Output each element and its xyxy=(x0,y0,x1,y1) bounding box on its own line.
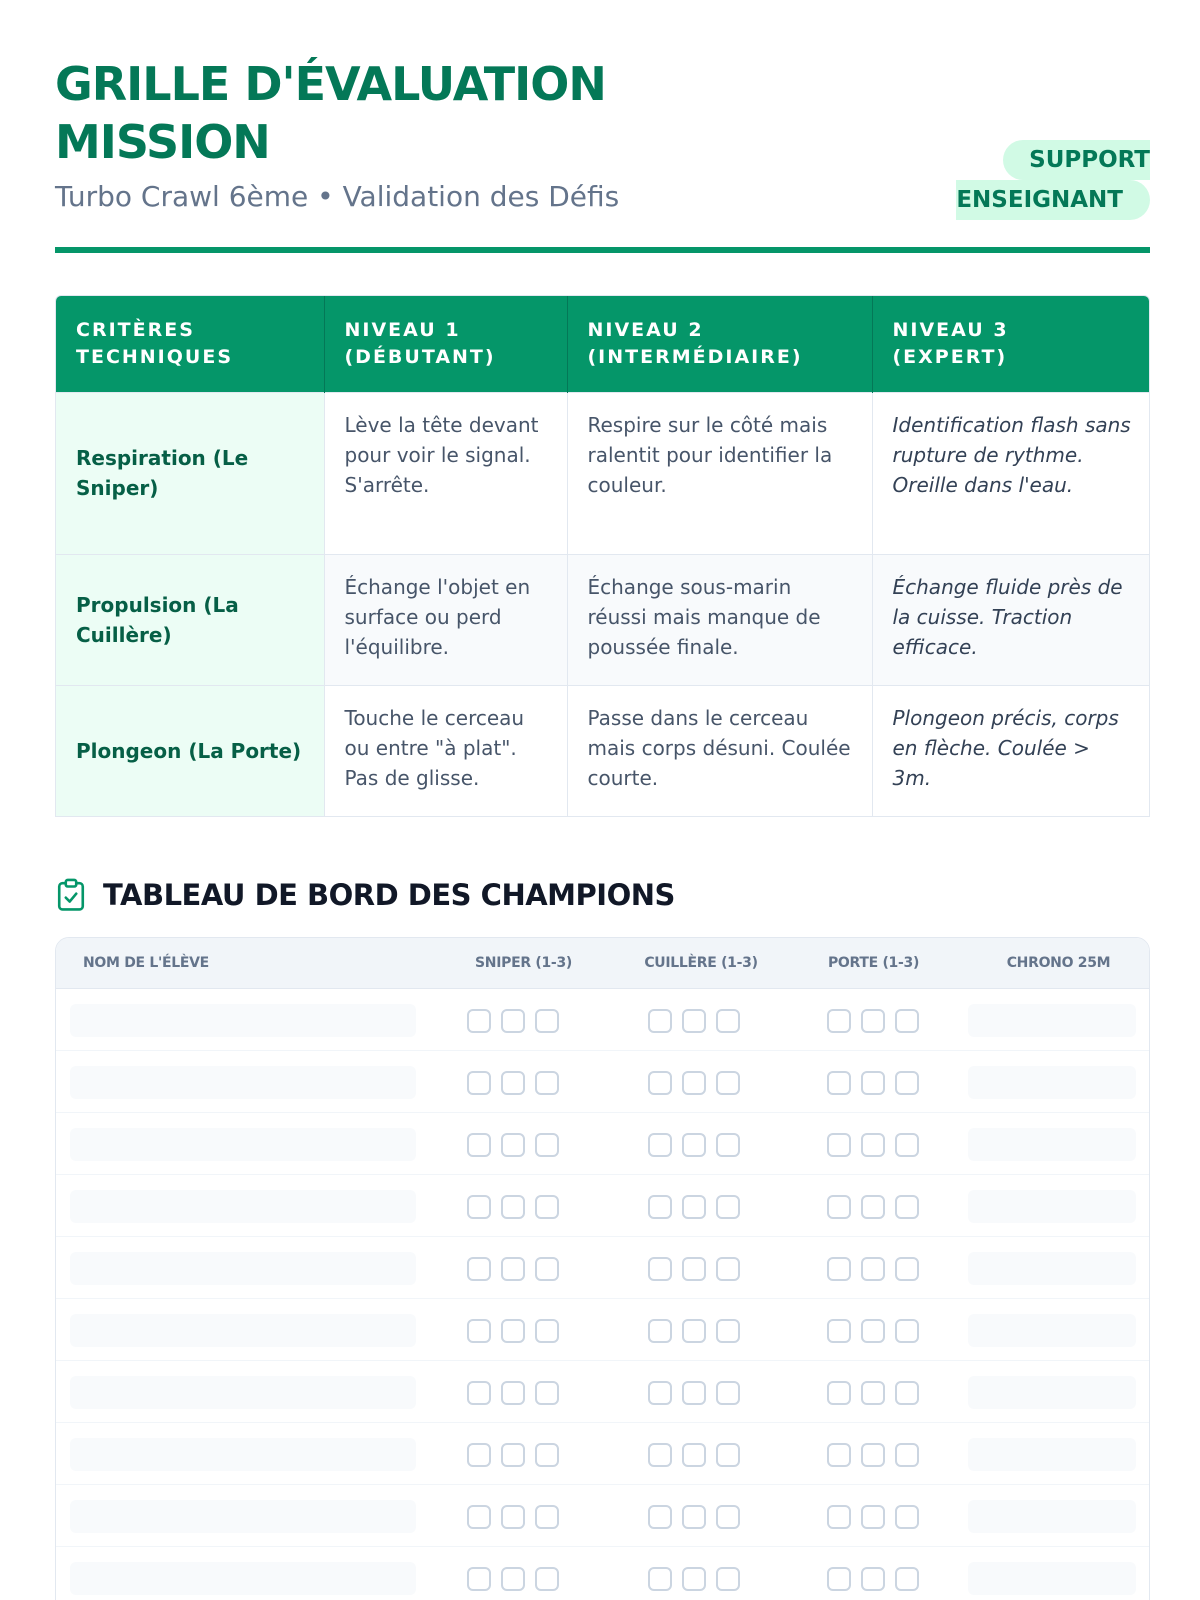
level-2-cell: Respire sur le côté mais ralentit pour identifier la couleur. xyxy=(567,392,872,554)
cuillere-score-checkbox-2[interactable] xyxy=(682,1133,706,1157)
table-row xyxy=(56,1051,1149,1113)
sniper-score-checkbox-1[interactable] xyxy=(467,1567,491,1591)
porte-score-group xyxy=(827,1505,919,1529)
porte-score-checkbox-3[interactable] xyxy=(895,1443,919,1467)
level-2-cell: Passe dans le cerceau mais corps désuni. Coulée courte. xyxy=(567,685,872,816)
porte-score-checkbox-1[interactable] xyxy=(827,1257,851,1281)
cuillere-score-checkbox-1[interactable] xyxy=(648,1257,672,1281)
student-name-field[interactable] xyxy=(70,1190,416,1223)
sniper-score-checkbox-2[interactable] xyxy=(501,1319,525,1343)
student-name-field[interactable] xyxy=(70,1438,416,1471)
page-header xyxy=(55,55,1150,255)
table-row xyxy=(56,1423,1149,1485)
table-row xyxy=(56,1237,1149,1299)
dashboard-rows xyxy=(56,989,1149,1600)
table-row xyxy=(56,1299,1149,1361)
sniper-score-checkbox-2[interactable] xyxy=(501,1381,525,1405)
cuillere-score-group xyxy=(648,1319,740,1343)
chrono-field[interactable] xyxy=(968,1562,1136,1595)
chrono-field[interactable] xyxy=(968,1066,1136,1099)
sniper-score-group xyxy=(467,1257,559,1281)
dashboard-header-row xyxy=(56,938,1149,989)
cuillere-score-checkbox-2[interactable] xyxy=(682,1505,706,1529)
sniper-score-group xyxy=(467,1505,559,1529)
porte-score-checkbox-2[interactable] xyxy=(861,1319,885,1343)
cuillere-score-checkbox-1[interactable] xyxy=(648,1071,672,1095)
porte-score-group xyxy=(827,1319,919,1343)
sniper-score-checkbox-3[interactable] xyxy=(535,1319,559,1343)
rubric-header-row xyxy=(56,296,1150,392)
cuillere-score-checkbox-2[interactable] xyxy=(682,1567,706,1591)
porte-score-group xyxy=(827,1009,919,1033)
cuillere-score-checkbox-1[interactable] xyxy=(648,1133,672,1157)
rubric-row xyxy=(56,392,1150,554)
table-row xyxy=(56,1113,1149,1175)
header-criteria: CRITÈRES TECHNIQUES xyxy=(56,296,324,392)
criterion-cell: Respiration (Le Sniper) xyxy=(56,392,324,554)
cuillere-score-group xyxy=(648,1195,740,1219)
sniper-score-group xyxy=(467,1381,559,1405)
sniper-score-checkbox-2[interactable] xyxy=(501,1443,525,1467)
porte-score-group xyxy=(827,1443,919,1467)
dashboard-title: TABLEAU DE BORD DES CHAMPIONS xyxy=(103,878,675,912)
student-name-field[interactable] xyxy=(70,1128,416,1161)
page-title: GRILLE D'ÉVALUATION MISSION xyxy=(55,57,606,169)
cuillere-score-checkbox-3[interactable] xyxy=(716,1257,740,1281)
rubric-row xyxy=(56,554,1150,685)
header-level-1: NIVEAU 1 (DÉBUTANT) xyxy=(324,296,567,392)
cuillere-score-checkbox-2[interactable] xyxy=(682,1071,706,1095)
header-divider xyxy=(55,247,1150,253)
cuillere-score-checkbox-2[interactable] xyxy=(682,1319,706,1343)
chrono-field[interactable] xyxy=(968,1376,1136,1409)
chrono-field[interactable] xyxy=(968,1252,1136,1285)
sniper-score-checkbox-3[interactable] xyxy=(535,1257,559,1281)
porte-score-group xyxy=(827,1133,919,1157)
cuillere-score-group xyxy=(648,1443,740,1467)
cuillere-score-group xyxy=(648,1381,740,1405)
page-subtitle: Turbo Crawl 6ème • Validation des Défis xyxy=(55,180,620,213)
chrono-field[interactable] xyxy=(968,1438,1136,1471)
sniper-score-checkbox-1[interactable] xyxy=(467,1381,491,1405)
sniper-score-checkbox-2[interactable] xyxy=(501,1071,525,1095)
rubric-row xyxy=(56,685,1150,816)
cuillere-score-checkbox-1[interactable] xyxy=(648,1195,672,1219)
porte-score-checkbox-2[interactable] xyxy=(861,1505,885,1529)
col-sniper: SNIPER (1-3) xyxy=(475,955,572,971)
table-row xyxy=(56,1485,1149,1547)
cuillere-score-group xyxy=(648,1071,740,1095)
sniper-score-checkbox-1[interactable] xyxy=(467,1071,491,1095)
porte-score-checkbox-3[interactable] xyxy=(895,1381,919,1405)
porte-score-checkbox-1[interactable] xyxy=(827,1133,851,1157)
col-porte: PORTE (1-3) xyxy=(827,955,920,971)
level-1-cell: Échange l'objet en surface ou perd l'équilibre. xyxy=(324,554,567,685)
sniper-score-checkbox-1[interactable] xyxy=(467,1443,491,1467)
cuillere-score-checkbox-3[interactable] xyxy=(716,1443,740,1467)
badge-line-2: ENSEIGNANT xyxy=(956,180,1150,220)
student-name-field[interactable] xyxy=(70,1376,416,1409)
level-3-cell: Échange fluide près de la cuisse. Traction efficace. xyxy=(872,554,1150,685)
cuillere-score-group xyxy=(648,1133,740,1157)
porte-score-checkbox-2[interactable] xyxy=(861,1381,885,1405)
cuillere-score-checkbox-1[interactable] xyxy=(648,1009,672,1033)
table-row xyxy=(56,1175,1149,1237)
cuillere-score-checkbox-3[interactable] xyxy=(716,1505,740,1529)
sniper-score-group xyxy=(467,1195,559,1219)
cuillere-score-group xyxy=(648,1567,740,1591)
rubric-table xyxy=(55,295,1150,817)
porte-score-checkbox-1[interactable] xyxy=(827,1319,851,1343)
sniper-score-checkbox-2[interactable] xyxy=(501,1257,525,1281)
level-3-cell: Identification flash sans rupture de rythme. Oreille dans l'eau. xyxy=(872,392,1150,554)
header-level-3: NIVEAU 3 (EXPERT) xyxy=(872,296,1150,392)
sniper-score-checkbox-2[interactable] xyxy=(501,1505,525,1529)
sniper-score-group xyxy=(467,1009,559,1033)
student-name-field[interactable] xyxy=(70,1066,416,1099)
chrono-field[interactable] xyxy=(968,1004,1136,1037)
sniper-score-checkbox-2[interactable] xyxy=(501,1133,525,1157)
cuillere-score-checkbox-3[interactable] xyxy=(716,1195,740,1219)
porte-score-checkbox-2[interactable] xyxy=(861,1443,885,1467)
porte-score-checkbox-2[interactable] xyxy=(861,1009,885,1033)
cuillere-score-group xyxy=(648,1257,740,1281)
porte-score-checkbox-3[interactable] xyxy=(895,1505,919,1529)
porte-score-checkbox-1[interactable] xyxy=(827,1567,851,1591)
sniper-score-checkbox-3[interactable] xyxy=(535,1133,559,1157)
sniper-score-checkbox-1[interactable] xyxy=(467,1009,491,1033)
porte-score-checkbox-1[interactable] xyxy=(827,1071,851,1095)
sniper-score-checkbox-2[interactable] xyxy=(501,1567,525,1591)
level-2-cell: Échange sous-marin réussi mais manque de poussée finale. xyxy=(567,554,872,685)
sniper-score-checkbox-3[interactable] xyxy=(535,1195,559,1219)
student-name-field[interactable] xyxy=(70,1252,416,1285)
sniper-score-checkbox-1[interactable] xyxy=(467,1133,491,1157)
level-3-cell: Plongeon précis, corps en flèche. Coulée > 3m. xyxy=(872,685,1150,816)
level-1-cell: Lève la tête devant pour voir le signal. S'arrête. xyxy=(324,392,567,554)
cuillere-score-checkbox-2[interactable] xyxy=(682,1443,706,1467)
porte-score-checkbox-2[interactable] xyxy=(861,1195,885,1219)
sniper-score-group xyxy=(467,1443,559,1467)
sniper-score-checkbox-2[interactable] xyxy=(501,1195,525,1219)
chrono-field[interactable] xyxy=(968,1190,1136,1223)
cuillere-score-checkbox-1[interactable] xyxy=(648,1443,672,1467)
cuillere-score-checkbox-3[interactable] xyxy=(716,1381,740,1405)
sniper-score-checkbox-2[interactable] xyxy=(501,1009,525,1033)
student-name-field[interactable] xyxy=(70,1562,416,1595)
porte-score-checkbox-3[interactable] xyxy=(895,1319,919,1343)
porte-score-group xyxy=(827,1567,919,1591)
cuillere-score-checkbox-1[interactable] xyxy=(648,1381,672,1405)
col-cuillere: CUILLÈRE (1-3) xyxy=(644,955,758,971)
cuillere-score-checkbox-1[interactable] xyxy=(648,1319,672,1343)
sniper-score-checkbox-3[interactable] xyxy=(535,1505,559,1529)
clipboard-check-icon xyxy=(55,878,87,912)
chrono-field[interactable] xyxy=(968,1500,1136,1533)
sniper-score-group xyxy=(467,1567,559,1591)
cuillere-score-checkbox-3[interactable] xyxy=(716,1319,740,1343)
sniper-score-checkbox-1[interactable] xyxy=(467,1257,491,1281)
cuillere-score-checkbox-2[interactable] xyxy=(682,1009,706,1033)
cuillere-score-checkbox-2[interactable] xyxy=(682,1257,706,1281)
sniper-score-group xyxy=(467,1133,559,1157)
sniper-score-checkbox-1[interactable] xyxy=(467,1505,491,1529)
cuillere-score-checkbox-1[interactable] xyxy=(648,1505,672,1529)
sniper-score-checkbox-3[interactable] xyxy=(535,1009,559,1033)
porte-score-checkbox-1[interactable] xyxy=(827,1009,851,1033)
col-chrono: CHRONO 25M xyxy=(1006,955,1111,971)
porte-score-checkbox-1[interactable] xyxy=(827,1381,851,1405)
champions-dashboard xyxy=(55,937,1150,1600)
table-row xyxy=(56,1361,1149,1423)
criterion-cell: Propulsion (La Cuillère) xyxy=(56,554,324,685)
sniper-score-group xyxy=(467,1071,559,1095)
porte-score-checkbox-2[interactable] xyxy=(861,1567,885,1591)
dashboard-heading xyxy=(55,875,675,915)
porte-score-checkbox-3[interactable] xyxy=(895,1567,919,1591)
header-level-2: NIVEAU 2 (INTERMÉDIAIRE) xyxy=(567,296,872,392)
sniper-score-group xyxy=(467,1319,559,1343)
porte-score-checkbox-3[interactable] xyxy=(895,1257,919,1281)
porte-score-group xyxy=(827,1381,919,1405)
sniper-score-checkbox-3[interactable] xyxy=(535,1567,559,1591)
porte-score-checkbox-3[interactable] xyxy=(895,1009,919,1033)
porte-score-group xyxy=(827,1257,919,1281)
cuillere-score-checkbox-3[interactable] xyxy=(716,1567,740,1591)
cuillere-score-checkbox-2[interactable] xyxy=(682,1381,706,1405)
porte-score-checkbox-3[interactable] xyxy=(895,1195,919,1219)
student-name-field[interactable] xyxy=(70,1500,416,1533)
table-row xyxy=(56,989,1149,1051)
cuillere-score-group xyxy=(648,1009,740,1033)
level-1-cell: Touche le cerceau ou entre "à plat". Pas de glisse. xyxy=(324,685,567,816)
porte-score-checkbox-1[interactable] xyxy=(827,1195,851,1219)
table-row xyxy=(56,1547,1149,1600)
cuillere-score-checkbox-1[interactable] xyxy=(648,1567,672,1591)
cuillere-score-checkbox-3[interactable] xyxy=(716,1071,740,1095)
badge-line-1: SUPPORT xyxy=(1003,140,1150,180)
porte-score-checkbox-2[interactable] xyxy=(861,1071,885,1095)
cuillere-score-group xyxy=(648,1505,740,1529)
porte-score-checkbox-1[interactable] xyxy=(827,1443,851,1467)
chrono-field[interactable] xyxy=(968,1314,1136,1347)
porte-score-checkbox-2[interactable] xyxy=(861,1133,885,1157)
col-student-name: NOM DE L'ÉLÈVE xyxy=(83,955,209,971)
cuillere-score-checkbox-2[interactable] xyxy=(682,1195,706,1219)
porte-score-group xyxy=(827,1071,919,1095)
sniper-score-checkbox-3[interactable] xyxy=(535,1381,559,1405)
cuillere-score-checkbox-3[interactable] xyxy=(716,1133,740,1157)
support-badge xyxy=(956,140,1150,220)
porte-score-group xyxy=(827,1195,919,1219)
porte-score-checkbox-3[interactable] xyxy=(895,1071,919,1095)
porte-score-checkbox-2[interactable] xyxy=(861,1257,885,1281)
cuillere-score-checkbox-3[interactable] xyxy=(716,1009,740,1033)
student-name-field[interactable] xyxy=(70,1314,416,1347)
sniper-score-checkbox-3[interactable] xyxy=(535,1443,559,1467)
sniper-score-checkbox-1[interactable] xyxy=(467,1319,491,1343)
sniper-score-checkbox-3[interactable] xyxy=(535,1071,559,1095)
porte-score-checkbox-3[interactable] xyxy=(895,1133,919,1157)
criterion-cell: Plongeon (La Porte) xyxy=(56,685,324,816)
sniper-score-checkbox-1[interactable] xyxy=(467,1195,491,1219)
porte-score-checkbox-1[interactable] xyxy=(827,1505,851,1529)
student-name-field[interactable] xyxy=(70,1004,416,1037)
chrono-field[interactable] xyxy=(968,1128,1136,1161)
